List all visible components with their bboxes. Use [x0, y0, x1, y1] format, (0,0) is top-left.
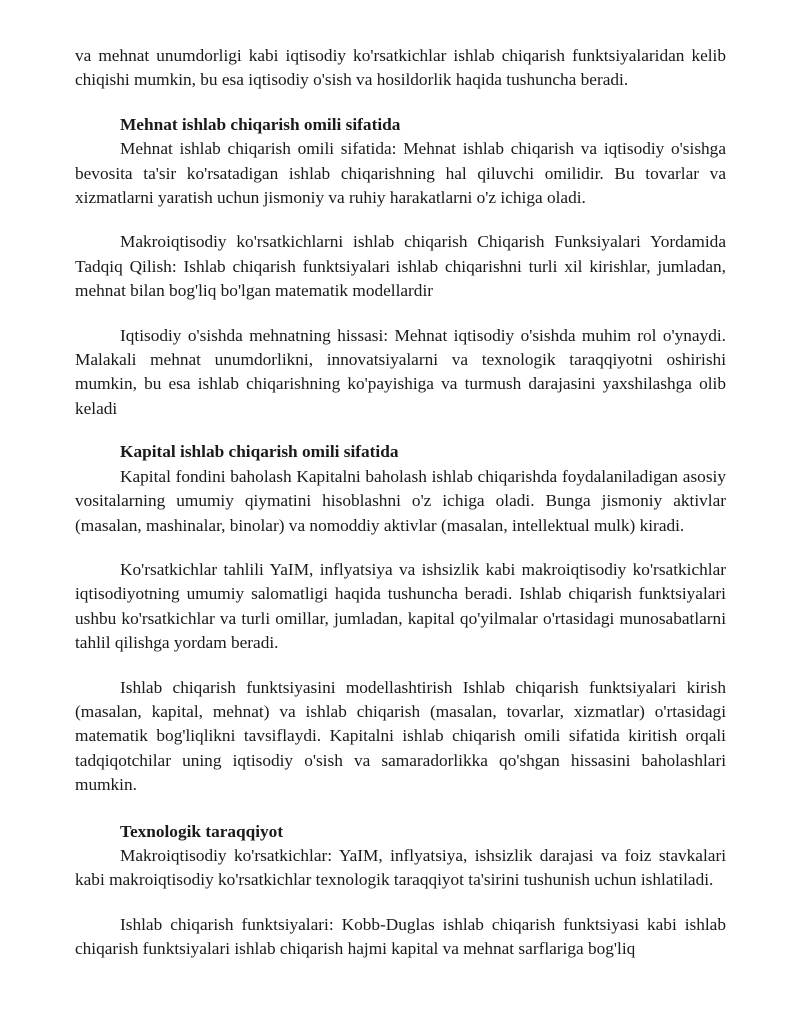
paragraph-production-functions-cobb-douglas: Ishlab chiqarish funktsiyalari: Kobb-Duglas ishlab chiqarish funktsiyasi kabi ishlab chiqarish funktsiyalari ishlab chiqarish hajmi kapital va mehnat sarflariga bog'liq — [75, 914, 726, 959]
paragraph-production-function-modeling: Ishlab chiqarish funktsiyasini modellashtirish Ishlab chiqarish funktsiyalari kirish (masalan, kapital, mehnat) va ishlab chiqarish (masalan, tovarlar, xizmatlar) o'rtasidagi matematik bog'liqlikni tavsiflaydi. Kapitalni ishlab chiqarish omili sifatida kiritish orqali tadqiqotchilar uning iqtisodiy o'sish va samaradorlikka qo'shgan hissasini baholashlari mumkin. — [75, 677, 726, 795]
intro-paragraph: va mehnat unumdorligi kabi iqtisodiy ko'rsatkichlar ishlab chiqarish funktsiyalaridan kelib chiqishi mumkin, bu esa iqtisodiy o'sish va hosildorlik haqida tushuncha beradi. — [75, 46, 726, 90]
paragraph-labor-definition: Mehnat ishlab chiqarish omili sifatida: Mehnat ishlab chiqarish va iqtisodiy o'sishga bevosita ta'sir ko'rsatadigan ishlab chiqarishning hal qiluvchi omilidir. Bu tovarlar va xizmatlarni yaratish uchun jismoniy va ruhiy harakatlarni o'z ichiga oladi. — [75, 139, 726, 208]
section-heading-capital: Kapital ishlab chiqarish omili sifatida — [120, 442, 399, 462]
paragraph-indicators-analysis: Ko'rsatkichlar tahlili YaIM, inflyatsiya va ishsizlik kabi makroiqtisodiy ko'rsatkichlar iqtisodiyotning umumiy salomatligi haqida tushuncha beradi. Ishlab chiqarish funktsiyalari ushbu ko'rsatkichlar va turli omillar, jumladan, kapital qo'yilmalar o'rtasidagi munosabatlarni tahlil qilishga yordam beradi. — [75, 559, 726, 653]
section-heading-labor: Mehnat ishlab chiqarish omili sifatida — [120, 114, 401, 134]
paragraph-capital-valuation: Kapital fondini baholash Kapitalni baholash ishlab chiqarishda foydalaniladigan asosiy vositalarning umumiy qiymatini hisoblashni o'z ichiga oladi. Bunga jismoniy aktivlar (masalan, mashinalar, binolar) va nomoddiy aktivlar (masalan, intellektual mulk) kiradi. — [75, 466, 726, 535]
paragraph-labor-production-functions: Makroiqtisodiy ko'rsatkichlarni ishlab chiqarish Chiqarish Funksiyalari Yordamida Tadqiq Qilish: Ishlab chiqarish funktsiyalari ishlab chiqarishni turli xil kirishlar, jumladan, mehnat bilan bog'liq bo'lgan matematik modellardir — [75, 232, 726, 301]
paragraph-labor-growth-contribution: Iqtisodiy o'sishda mehnatning hissasi: Mehnat iqtisodiy o'sishda muhim rol o'ynaydi. Malakali mehnat unumdorlikni, innovatsiyalarni va texnologik taraqqiyotni oshirishi mumkin, bu esa ishlab chiqarishning ko'payishiga va turmush darajasini yaxshilashga olib keladi — [75, 325, 726, 418]
paragraph-macro-indicators: Makroiqtisodiy ko'rsatkichlar: YaIM, inflyatsiya, ishsizlik darajasi va foiz stavkalari kabi makroiqtisodiy ko'rsatkichlar texnologik taraqqiyot ta'sirini tushunish uchun ishlatiladi. — [75, 845, 726, 890]
section-heading-technology: Texnologik taraqqiyot — [120, 821, 284, 841]
document-page — [75, 44, 726, 962]
